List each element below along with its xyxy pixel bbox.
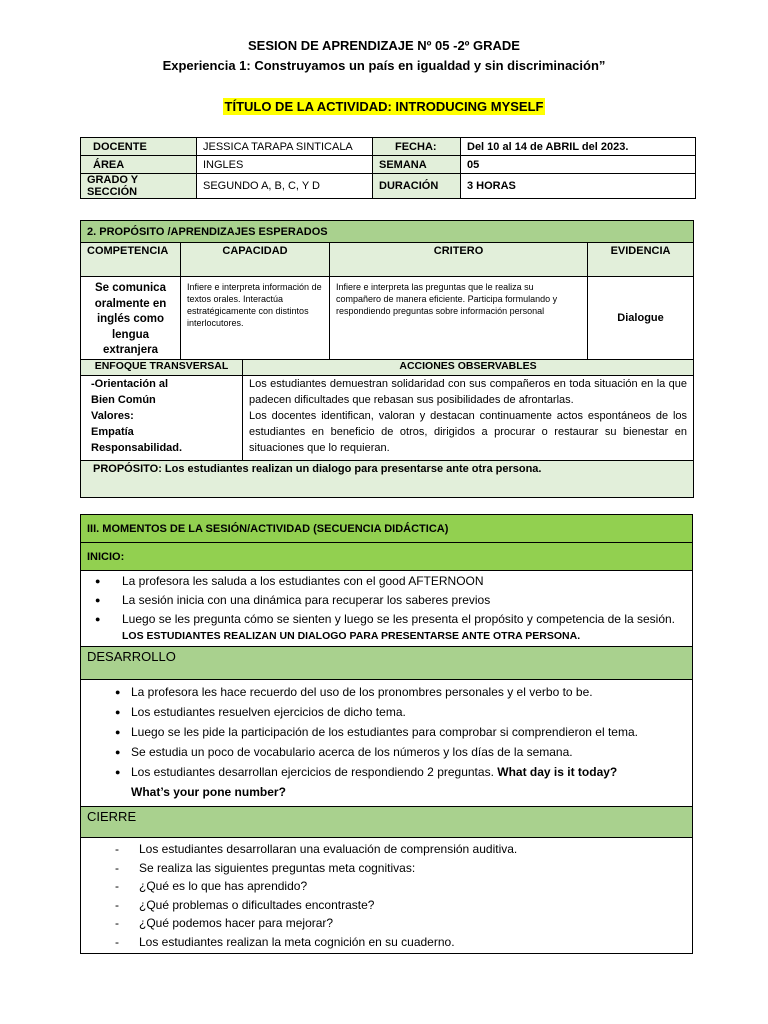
desarrollo-content [81,680,693,807]
momentos-heading: III. MOMENTOS DE LA SESIÓN/ACTIVIDAD (SECUENCIA DIDÁCTICA) [81,515,693,543]
list-item: ● Luego se les pide la participación de los estudiantes para comprobar si comprendieron el tema. [87,722,686,742]
proposito-heading: 2. PROPÓSITO /APRENDIZAJES ESPERADOS [81,221,694,243]
list-item: ● La profesora les saluda a los estudiantes con el good AFTERNOON [87,572,686,591]
criterio-cell: Infiere e interpreta las preguntas que le realiza su compañero de manera eficiente. Participa formulando y respondiendo preguntas sobre información personal [330,277,588,360]
inicio-content [81,571,693,647]
acciones-header: ACCIONES OBSERVABLES [243,360,694,376]
list-item: - ¿Qué podemos hacer para mejorar? [87,914,686,933]
inicio-note: LOS ESTUDIANTES REALIZAN UN DIALOGO PARA PRESENTARSE ANTE OTRA PERSONA. [122,630,581,642]
inicio-label: INICIO: [81,543,693,571]
inicio-list [87,572,686,629]
acciones-cell [243,376,694,461]
grado-value: SEGUNDO A, B, C, Y D [197,174,373,199]
enfoque-line: Bien Común [91,394,156,406]
momentos-table [80,514,693,954]
list-item: - ¿Qué es lo que has aprendido? [87,877,686,896]
semana-value: 05 [461,156,696,174]
enfoque-line: Empatía [91,426,134,438]
list-item: ● Luego se les pregunta cómo se sienten y luego se les presenta el propósito y competencia de la sesión. [87,610,686,629]
cierre-content [81,838,693,954]
proposito-statement [81,461,694,498]
enfoque-header: ENFOQUE TRANSVERSAL [81,360,243,376]
list-item: ● La profesora les hace recuerdo del uso de los pronombres personales y el verbo to be. [87,682,686,702]
area-label: ÁREA [81,156,197,174]
list-item: - Se realiza las siguientes preguntas meta cognitivas: [87,859,686,878]
desarrollo-last-text: Los estudiantes desarrollan ejercicios de respondiendo 2 preguntas. [131,765,494,779]
duracion-label: DURACIÓN [373,174,461,199]
enfoque-line: Responsabilidad. [91,442,183,454]
enfoque-line: -Orientación al [91,378,169,390]
grado-label: GRADO Y SECCIÓN [81,174,197,199]
evidencia-header: EVIDENCIA [588,243,694,277]
acciones-paragraph: Los estudiantes demuestran solidaridad con sus compañeros en toda situación en la que padecen dificultades que rebasan sus posibilidades de afrontarlas. [249,378,688,406]
list-item: - Los estudiantes desarrollaran una evaluación de comprensión auditiva. [87,840,686,859]
enfoque-cell [81,376,243,461]
docente-value: JESSICA TARAPA SINTICALA [197,138,373,156]
proposito-table [80,220,694,498]
criterio-header: CRITERO [330,243,588,277]
list-item: - Los estudiantes realizan la meta cognición en su cuaderno. [87,933,686,952]
fecha-value: Del 10 al 14 de ABRIL del 2023. [461,138,696,156]
list-item: ● Se estudia un poco de vocabulario acerca de los números y los días de la semana. [87,742,686,762]
competencia-cell: Se comunica oralmente en inglés como lengua extranjera [81,277,181,360]
capacidad-header: CAPACIDAD [181,243,330,277]
session-title: SESION DE APRENDIZAJE Nº 05 -2º GRADE [248,38,520,53]
docente-label: DOCENTE [81,138,197,156]
cierre-label: CIERRE [81,807,693,838]
question-1: What day is it today? [493,765,618,779]
info-table [80,137,696,199]
capacidad-cell: Infiere e interpreta información de textos orales. Interactúa estratégicamente con distintos interlocutores. [181,277,330,360]
enfoque-line: Valores: [91,410,134,422]
proposito-text: Los estudiantes realizan un dialogo para presentarse ante otra persona. [161,463,542,475]
list-item: - ¿Qué problemas o dificultades encontraste? [87,896,686,915]
list-item: ● La sesión inicia con una dinámica para recuperar los saberes previos [87,591,686,610]
acciones-paragraph: Los docentes identifican, valoran y destacan continuamente actos espontáneos de los estudiantes en beneficio de otros, dirigidos a procurar o restaurar su bienestar en situaciones que lo requieran. [249,410,688,454]
experience-subtitle: Experiencia 1: Construyamos un país en igualdad y sin discriminación” [162,58,606,73]
area-value: INGLES [197,156,373,174]
evidencia-cell: Dialogue [588,277,694,360]
duracion-value: 3 HORAS [461,174,696,199]
desarrollo-label: DESARROLLO [81,647,693,680]
list-item [87,762,686,802]
fecha-label: FECHA: [373,138,461,156]
activity-title: TÍTULO DE LA ACTIVIDAD: INTRODUCING MYSELF [224,99,544,114]
list-item: ● Los estudiantes resuelven ejercicios de dicho tema. [87,702,686,722]
semana-label: SEMANA [373,156,461,174]
question-2: What’s your pone number? [131,785,286,799]
cierre-list [87,840,686,951]
proposito-label: PROPÓSITO: [93,463,162,475]
competencia-header: COMPETENCIA [81,243,181,277]
desarrollo-list [87,682,686,802]
